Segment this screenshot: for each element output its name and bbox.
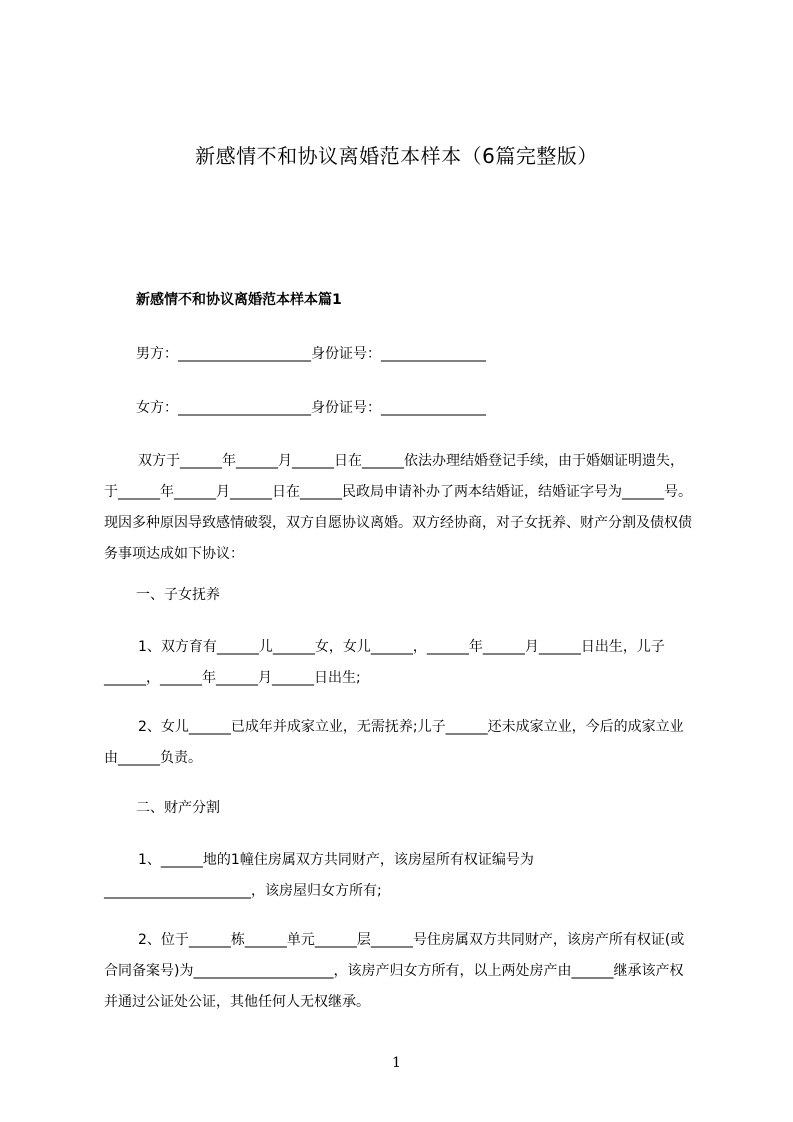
- paragraph-property-1: 1、______地的1幢住房属双方共同财产，该房屋所有权证编号为_____________________，该房屋归女方所有;: [104, 852, 534, 899]
- section-title: 新感情不和协议离婚范本样本篇1: [136, 292, 342, 308]
- intro-paragraph: 双方于______年______月______日在______依法办理结婚登记手续，由于婚姻证明遗失，于______年______月______日在______民政局申请补办了两本结婚证，结婚证字号为______号。现因多种原因导致感情破裂，双方自愿协议离婚。双方经协商，对子女抚养、财产分割及债权债务事项达成如下协议：: [104, 453, 692, 562]
- paragraph-property-2: 2、位于______栋______单元______层______号住房属双方共同财产，该房产所有权证(或合同备案号)为____________________，该房产归女方所有，以上两处房产由______继承该产权并通过公证处公证，其他任何人无权继承。: [104, 932, 685, 1010]
- paragraph-children: 1、双方育有______儿______女，女儿______，______年______月______日出生，儿子______，______年______月______日出生;: [104, 639, 665, 686]
- paragraph-children-adult: 2、女儿______已成年并成家立业，无需抚养;儿子______还未成家立业，今后的成家立业由______负责。: [104, 719, 684, 766]
- male-party-line: 男方：___________________身份证号：_______________: [136, 346, 486, 362]
- heading-property-division: 二、财产分割: [136, 800, 220, 816]
- heading-child-custody: 一、子女抚养: [136, 587, 220, 603]
- page-number: 1: [392, 1055, 401, 1071]
- document-title: 新感情不和协议离婚范本样本（6篇完整版）: [195, 144, 598, 168]
- female-party-line: 女方：___________________身份证号：_______________: [136, 400, 486, 416]
